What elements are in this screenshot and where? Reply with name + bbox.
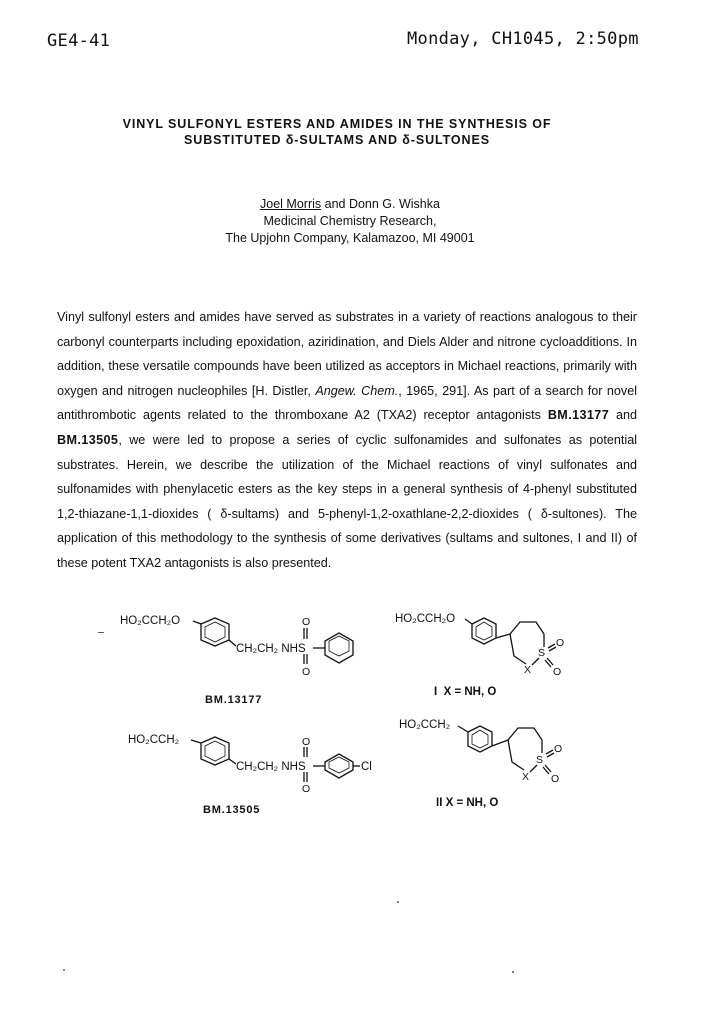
author-block [150, 196, 550, 247]
chemical-structures [0, 600, 704, 830]
structure-I [395, 613, 564, 698]
s4-ring-top [508, 728, 542, 740]
s2-oxygen-top: O [302, 736, 311, 748]
s2-oxygen-bottom: O [302, 783, 311, 795]
s3-ring-top [510, 622, 544, 634]
abstract-text-2: , 1965, 291]. As part of a search for novel antithrombotic agents related to the thromboxane A2 (TXA2) receptor antagonists [57, 383, 638, 423]
conjunction: and [616, 408, 638, 423]
s4-sulfur: S [536, 754, 544, 766]
title-line-1: VINYL SULFONYL ESTERS AND AMIDES IN THE SYNTHESIS OF [122, 117, 552, 131]
paper-title [70, 116, 604, 148]
s1-prefix: HO₂CCH₂O [120, 615, 181, 627]
s3-prefix: HO₂CCH₂O [395, 613, 456, 625]
journal-name: Angew. Chem. [315, 383, 399, 398]
title-line-2: SUBSTITUTED δ-SULTAMS AND δ-SULTONES [184, 133, 490, 147]
abstract-body [57, 305, 637, 576]
s4-oxygen-2: O [551, 773, 560, 785]
s4-ring-bottom [508, 740, 524, 770]
compound-bm13177: BM.13177 [547, 408, 610, 423]
s3-oxygen-1: O [556, 637, 565, 649]
abstract-text-3: , we were led to propose a series of cyclic sulfonamides and sulfonates as potential substrates. Herein, we describe the utilization of the Michael reactions of vinyl sulfonates and sulfonamides with phenylacetic esters as the key steps in a general synthesis of 4-phenyl substituted 1,2-thiazane-1,1-dioxides ( δ-sultams) and 5-phenyl-1,2-oxathlane-2,2-dioxides ( δ-sultones). The application of this methodology to the synthesis of some derivatives (sultams and sultones, I and II) of these potent TXA2 antagonists is also presented. [57, 432, 637, 570]
other-authors: and Donn G. Wishka [324, 197, 440, 211]
scan-speck [512, 971, 514, 973]
s4-heteroatom: X [522, 771, 530, 783]
s2-label: BM.13505 [203, 804, 261, 816]
s2-prefix: HO₂CCH₂ [128, 734, 180, 746]
s4-prefix: HO₂CCH₂ [399, 719, 451, 731]
s3-heteroatom: X [524, 664, 532, 676]
structure-II [399, 719, 562, 809]
scan-mark [98, 632, 104, 633]
s1-oxygen-top: O [302, 616, 311, 628]
abstract-text-1: Vinyl sulfonyl esters and amides have served as substrates in a variety of reactions analogous to their carbonyl counterparts including epoxidation, aziridination, and Diels Alder and nitrone cycloadditions. In addition, these versatile compounds have been utilized as acceptors in Michael reactions, primarily with oxygen and nitrogen nucleophiles [H. Distler, [57, 310, 637, 398]
s3-ring-bottom [510, 634, 526, 664]
scan-speck [63, 969, 65, 971]
s3-sulfur: S [538, 647, 546, 659]
structure-bm13177 [120, 615, 353, 706]
abstract-code: GE4-41 [47, 31, 111, 51]
s3-label: I X = NH, O [434, 686, 497, 698]
first-author: Joel Morris [260, 197, 322, 211]
s2-chlorine: Cl [361, 761, 372, 773]
scan-speck [397, 901, 399, 903]
s4-label: II X = NH, O [436, 797, 499, 809]
session-info: Monday, CH1045, 2:50pm [407, 29, 639, 49]
author-line [150, 196, 550, 213]
compound-bm13505: BM.13505 [57, 432, 119, 447]
s4-oxygen-1: O [554, 743, 563, 755]
s1-chain: CH₂CH₂ NHS [236, 643, 306, 655]
s2-chain: CH₂CH₂ NHS [236, 761, 306, 773]
affiliation-line-1: Medicinal Chemistry Research, [263, 214, 437, 228]
affiliation-line-2: The Upjohn Company, Kalamazoo, MI 49001 [225, 231, 475, 245]
s3-oxygen-2: O [553, 666, 562, 678]
structure-bm13505 [128, 734, 372, 816]
s1-oxygen-bottom: O [302, 666, 311, 678]
s1-label: BM.13177 [205, 694, 263, 706]
